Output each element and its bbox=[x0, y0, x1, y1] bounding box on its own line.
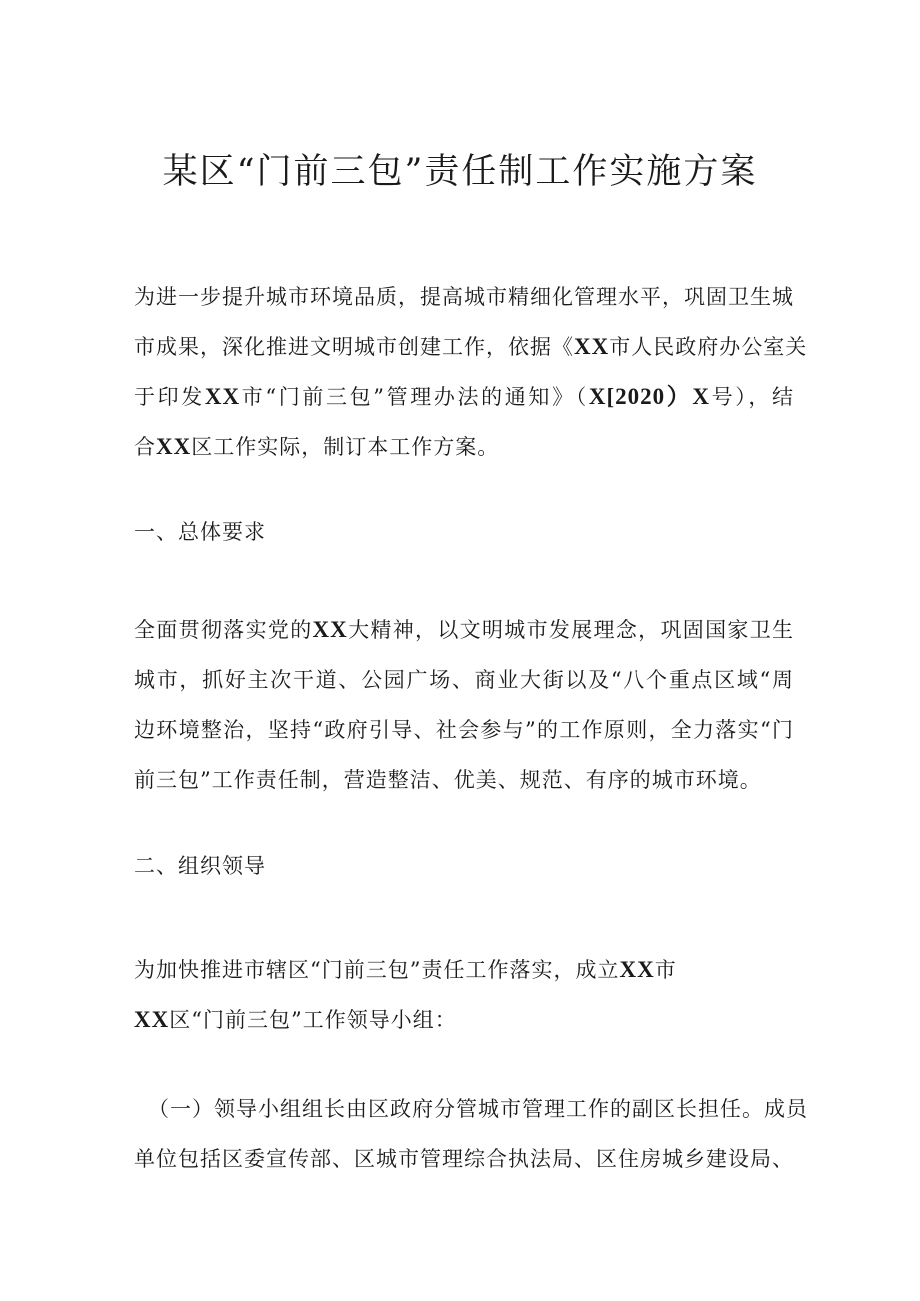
section-heading-organization: 二、组织领导 bbox=[134, 854, 266, 878]
placeholder-xx: XX bbox=[574, 334, 610, 359]
placeholder-xx: XX bbox=[619, 957, 655, 982]
intro-line-4 bbox=[134, 422, 794, 472]
intro-text: 市人民政府办公室关 bbox=[609, 335, 808, 359]
intro-line-3 bbox=[134, 372, 794, 422]
section2-line-2 bbox=[134, 995, 794, 1045]
intro-text: 市成果，深化推进文明城市创建工作，依据《 bbox=[134, 335, 574, 359]
body-text: 区“门前三包”工作领导小组： bbox=[169, 1008, 457, 1032]
body-text: 市 bbox=[654, 958, 677, 982]
section2-item-1 bbox=[134, 1084, 808, 1184]
section2-line-1 bbox=[134, 945, 794, 995]
body-text: 全面贯彻落实党的 bbox=[134, 618, 313, 642]
intro-text: 市“门前三包”管理办法的通知》（ bbox=[240, 385, 589, 409]
body-text: 为加快推进市辖区“门前三包”责任工作落实，成立 bbox=[134, 958, 620, 982]
intro-text: 号），结 bbox=[709, 385, 794, 409]
body-text: 大精神，以文明城市发展理念，巩固国家卫生 bbox=[347, 618, 795, 642]
document-title: 某区“门前三包”责任制工作实施方案 bbox=[162, 152, 758, 192]
intro-paragraph bbox=[134, 272, 808, 472]
intro-text: 合 bbox=[134, 435, 156, 459]
section2-intro bbox=[134, 945, 794, 1045]
section1-line-4: 前三包”工作责任制，营造整洁、优美、规范、有序的城市环境。 bbox=[134, 768, 762, 792]
item-1-line-1: （一）领导小组组长由区政府分管城市管理工作的副区长担任。成员 bbox=[148, 1097, 808, 1121]
intro-text: 于印发 bbox=[134, 385, 205, 409]
section1-line-2: 城市，抓好主次干道、公园广场、商业大街以及“八个重点区域“周 bbox=[134, 668, 794, 692]
placeholder-xx: XX bbox=[204, 384, 241, 409]
intro-line-1: 为进一步提升城市环境品质，提高城市精细化管理水平，巩固卫生城 bbox=[134, 285, 794, 309]
intro-line-2 bbox=[134, 322, 808, 372]
placeholder-xx: XX bbox=[312, 617, 348, 642]
item-1-line-2: 单位包括区委宣传部、区城市管理综合执法局、区住房城乡建设局、 bbox=[134, 1147, 794, 1171]
placeholder-xx: XX bbox=[156, 434, 192, 459]
section-heading-general: 一、总体要求 bbox=[134, 520, 266, 544]
intro-text: 区工作实际，制订本工作方案。 bbox=[191, 435, 500, 459]
placeholder-xx: XX bbox=[134, 1007, 170, 1032]
document-number: X[2020）X bbox=[588, 384, 710, 409]
section1-line-1 bbox=[134, 605, 794, 655]
section1-paragraph bbox=[134, 605, 794, 805]
section1-line-3: 边环境整治，坚持“政府引导、社会参与”的工作原则，全力落实“门 bbox=[134, 718, 794, 742]
